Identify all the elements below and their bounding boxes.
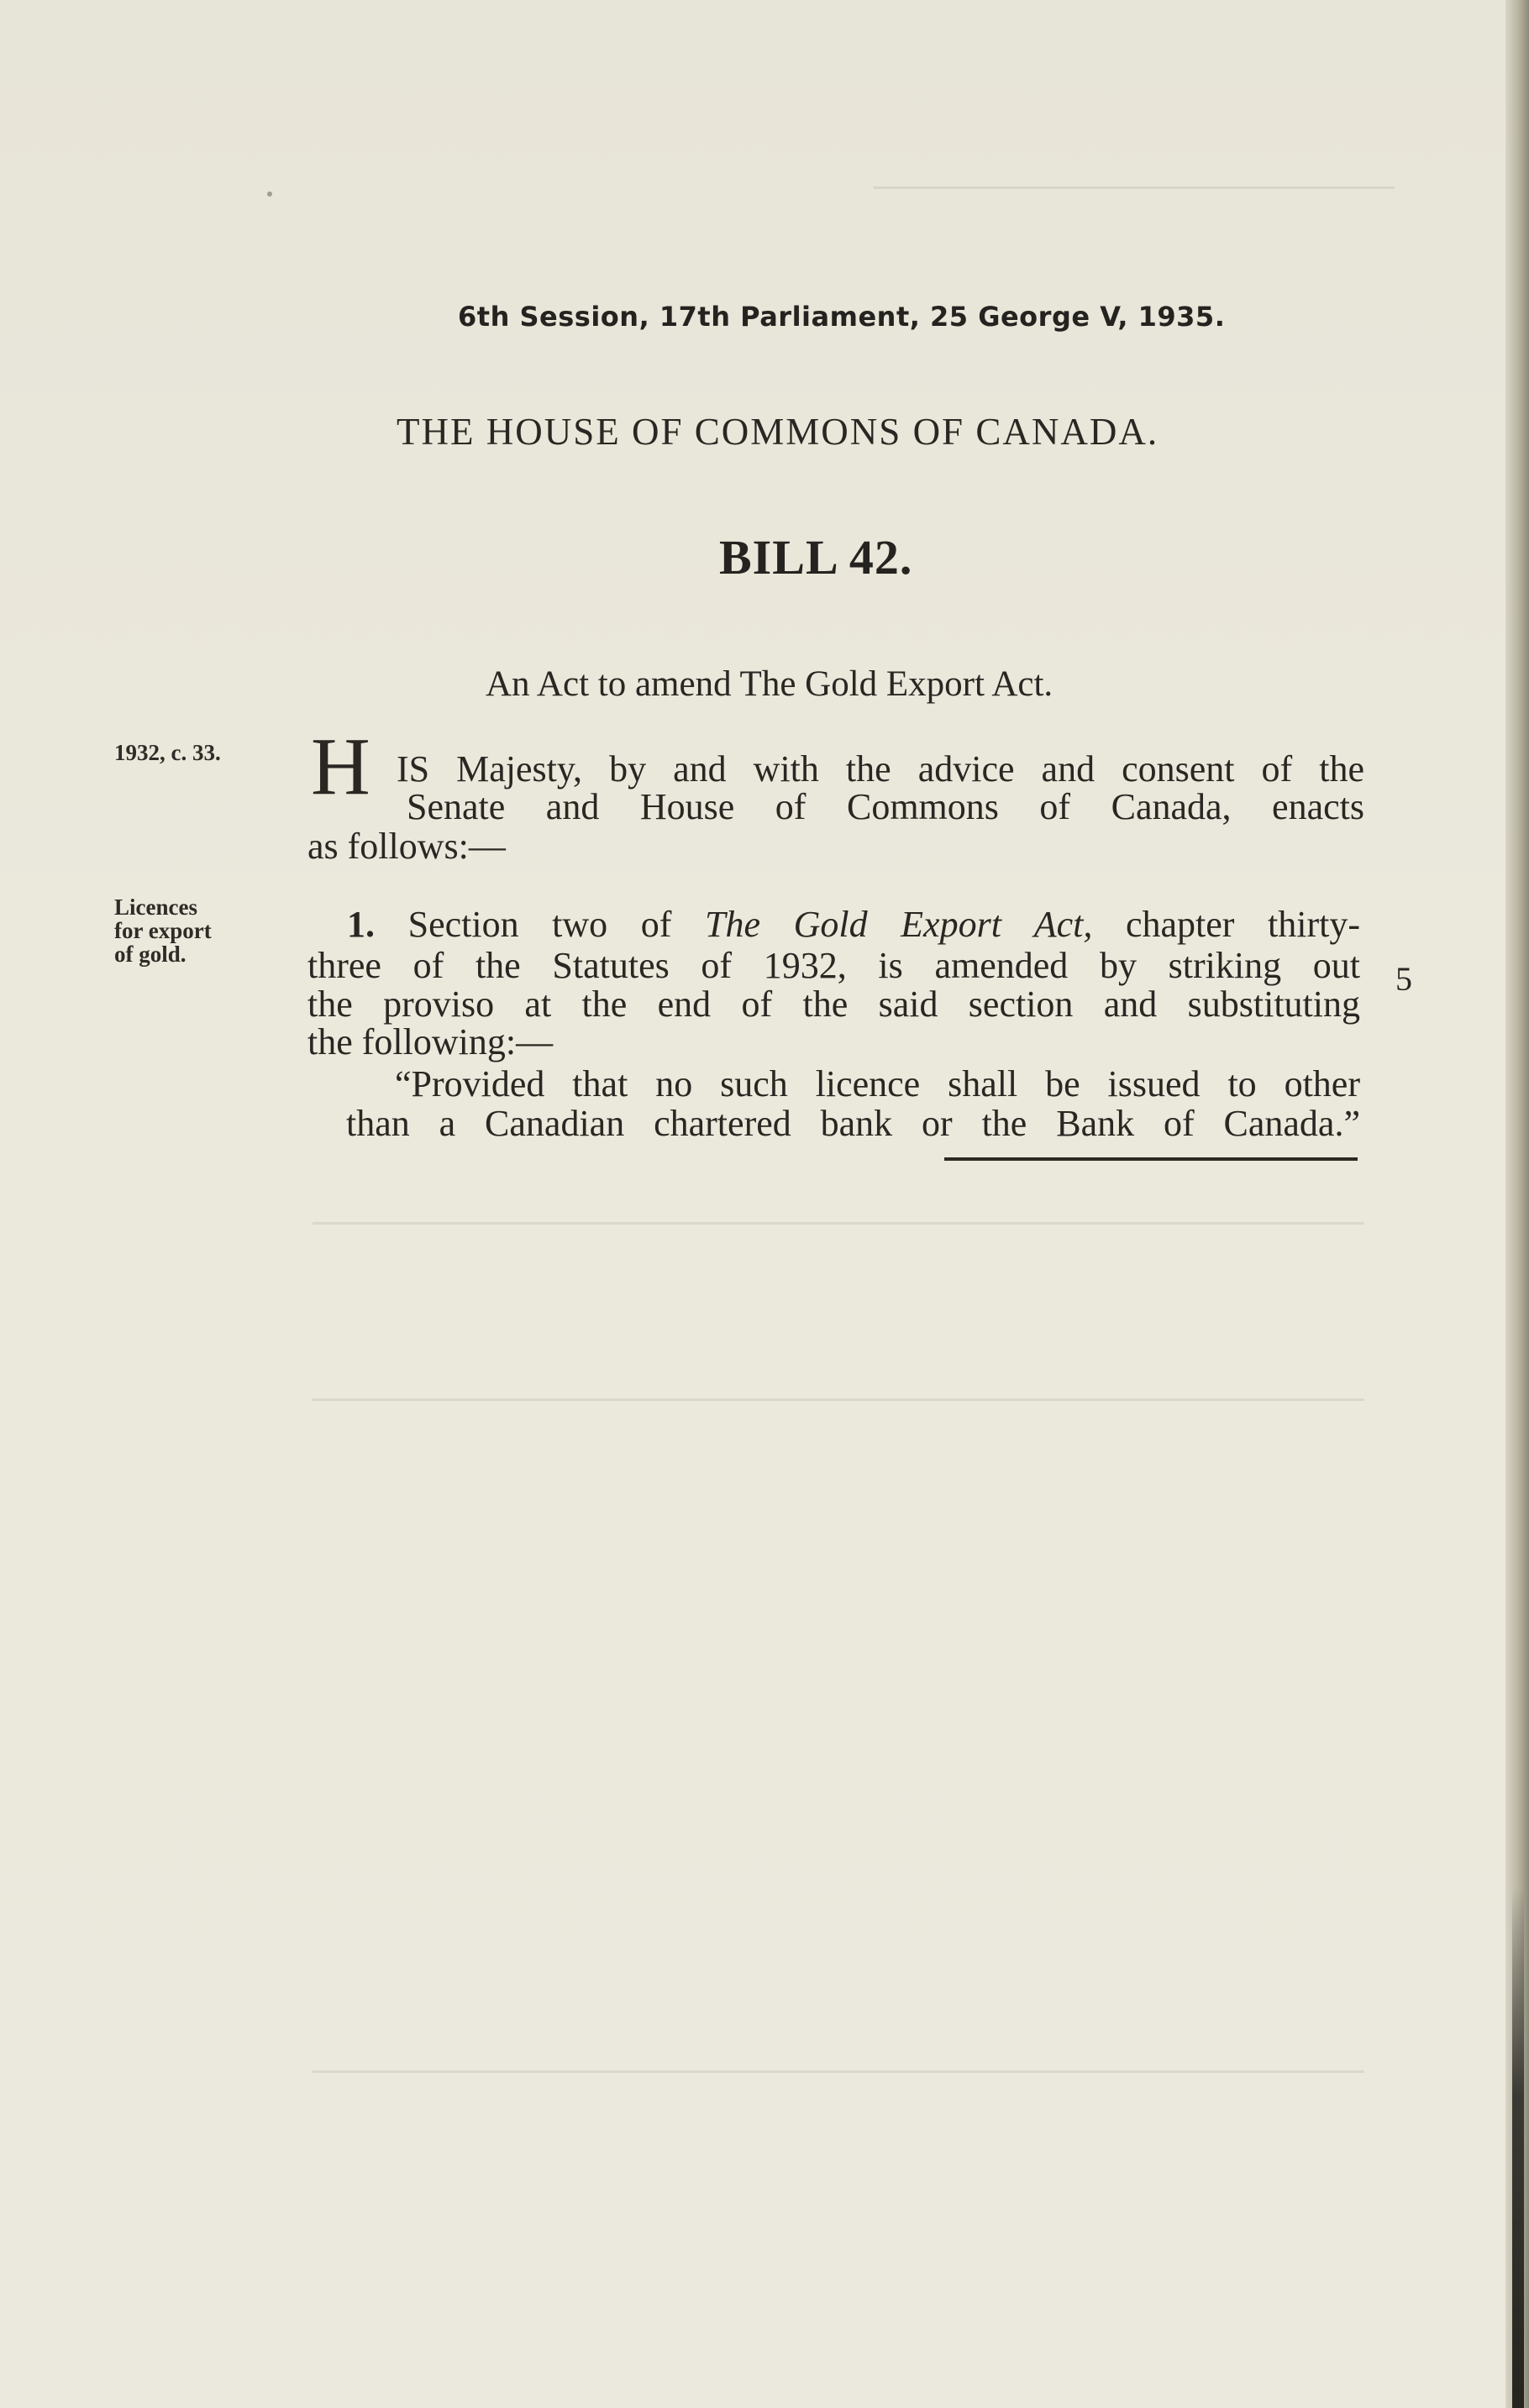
house-title: THE HOUSE OF COMMONS OF CANADA. bbox=[397, 411, 1159, 453]
bleed-rule bbox=[874, 186, 1395, 189]
paper-speck bbox=[267, 191, 272, 197]
section-number: 1. bbox=[347, 904, 375, 945]
act-name-italic: The Gold Export Act, bbox=[705, 904, 1093, 945]
bleed-rule bbox=[313, 2070, 1364, 2073]
proviso-line-2: than a Canadian chartered bank or the Bank of Canada.” bbox=[346, 1103, 1360, 1144]
margin-note-line: Licences bbox=[114, 894, 197, 920]
end-rule bbox=[944, 1157, 1358, 1161]
drop-cap: H bbox=[311, 721, 370, 812]
proviso-line-1: “Provided that no such licence shall be issued to other bbox=[395, 1063, 1360, 1104]
section-1-line-3: the proviso at the end of the said section and substituting bbox=[307, 984, 1360, 1025]
margin-note-citation: 1932, c. 33. bbox=[114, 740, 221, 765]
margin-note-licences bbox=[114, 895, 212, 966]
line-number: 5 bbox=[1395, 960, 1412, 998]
section-text: chapter thirty- bbox=[1092, 904, 1360, 945]
page-edge-shadow bbox=[1512, 1887, 1524, 2408]
margin-note-line: of gold. bbox=[114, 942, 187, 967]
bill-number: BILL 42. bbox=[719, 530, 913, 585]
bleed-rule bbox=[313, 1222, 1364, 1225]
preamble-line-1: IS Majesty, by and with the advice and consent of the bbox=[397, 748, 1364, 790]
act-title: An Act to amend The Gold Export Act. bbox=[486, 664, 1053, 704]
section-text: Section two of bbox=[407, 904, 705, 945]
preamble-line-3: as follows:— bbox=[307, 826, 506, 867]
preamble-line-2: Senate and House of Commons of Canada, enacts bbox=[407, 786, 1364, 827]
section-1-line-1 bbox=[347, 903, 1360, 946]
section-1-line-4: the following:— bbox=[307, 1021, 554, 1062]
bleed-rule bbox=[313, 1398, 1364, 1401]
session-line: 6th Session, 17th Parliament, 25 George V, 1935. bbox=[458, 301, 1226, 333]
margin-note-line: for export bbox=[114, 918, 212, 943]
section-1-line-2: three of the Statutes of 1932, is amended by striking out bbox=[307, 945, 1360, 986]
